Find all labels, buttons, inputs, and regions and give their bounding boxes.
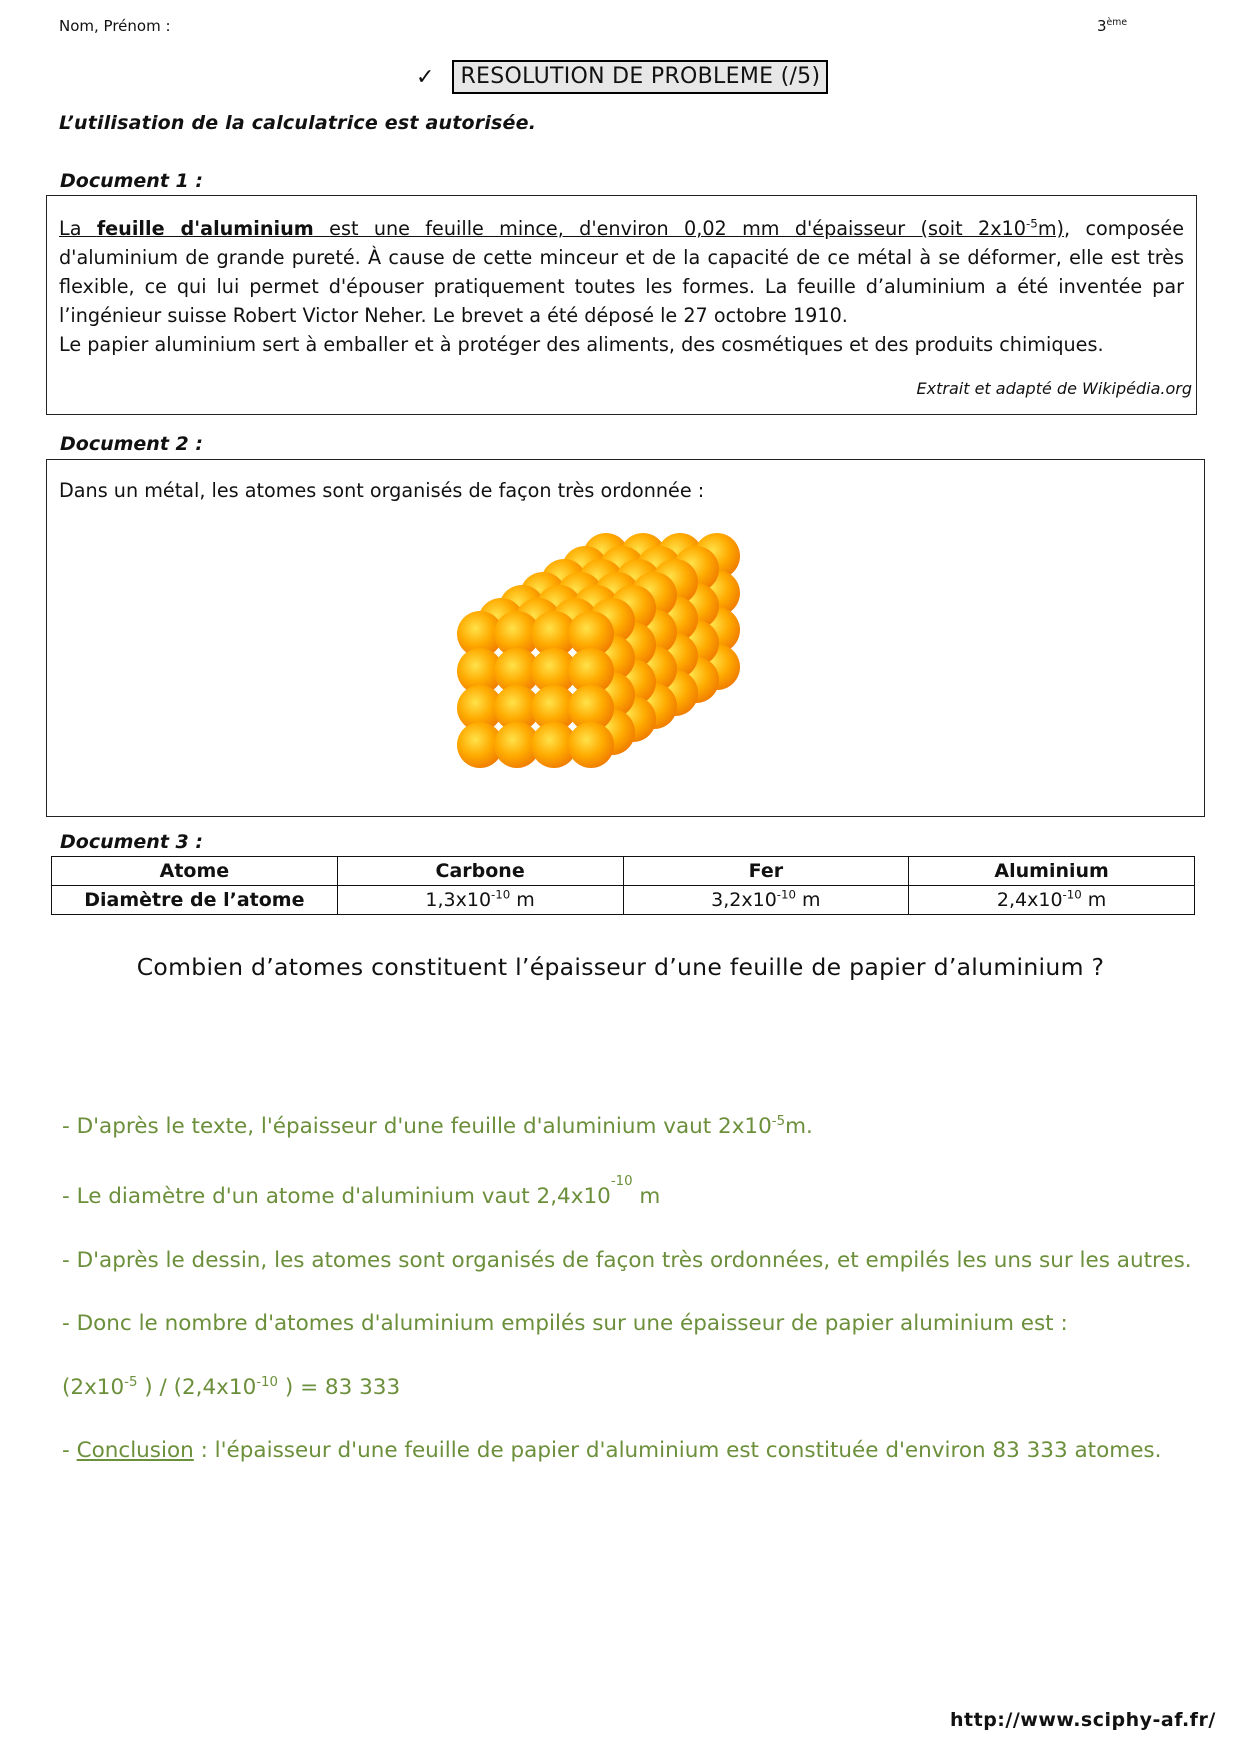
answer-line-1-a: - D'après le texte, l'épaisseur d'une feuille d'aluminium vaut 2x10 xyxy=(62,1114,772,1139)
doc1-bold-term: feuille d'aluminium xyxy=(96,217,314,240)
table-cell xyxy=(337,886,623,915)
conclusion-text: : l'épaisseur d'une feuille de papier d'aluminium est constituée d'environ 83 333 atomes. xyxy=(193,1438,1162,1463)
document1-source: Extrait et adapté de Wikipédia.org xyxy=(916,379,1192,398)
doc1-text-b: m) xyxy=(1037,217,1065,240)
document2-text: Dans un métal, les atomes sont organisés de façon très ordonnée : xyxy=(59,479,705,502)
table-row-label: Diamètre de l’atome xyxy=(52,886,338,915)
atom-diameter-table xyxy=(51,856,1195,915)
calc-exp2: -10 xyxy=(256,1374,279,1390)
answer-calculation xyxy=(62,1375,400,1400)
name-label: Nom, Prénom : xyxy=(59,17,171,35)
answer-line-2 xyxy=(62,1173,661,1209)
table-header-cell: Fer xyxy=(623,857,909,886)
page-title: RESOLUTION DE PROBLEME (/5) xyxy=(452,60,828,94)
document3-table-wrap xyxy=(51,856,1195,915)
document2-label: Document 2 : xyxy=(60,433,203,455)
document1-paragraph1 xyxy=(59,214,1184,330)
calculator-note: L’utilisation de la calculatrice est autorisée. xyxy=(59,112,537,134)
document3-label: Document 3 : xyxy=(60,831,203,853)
table-header-cell: Atome xyxy=(52,857,338,886)
answer-line-4: - Donc le nombre d'atomes d'aluminium empilés sur une épaisseur de papier aluminium est : xyxy=(62,1311,1068,1336)
table-header-row xyxy=(52,857,1195,886)
cell-unit: m xyxy=(796,889,821,911)
doc1-text-c: , composée d'aluminium de grande pureté. À cause de cette minceur et de la capacité de ce métal à se déformer, elle est très flexible, ce qui lui permet d'épouser pratiquement toutes les formes. La feuille d’aluminium a été inventée par l’ingénieur suisse Robert Victor Neher. Le brevet a été déposé le 27 octobre 1910. xyxy=(59,217,1184,327)
calc-c: ) = 83 333 xyxy=(278,1375,401,1400)
question: Combien d’atomes constituent l’épaisseur d’une feuille de papier d’aluminium ? xyxy=(136,953,1105,981)
doc1-exponent: -5 xyxy=(1025,216,1038,231)
cell-exponent: -10 xyxy=(491,887,511,902)
conclusion-dash: - xyxy=(62,1438,77,1463)
document1-box xyxy=(46,195,1197,415)
cell-unit: m xyxy=(1081,889,1107,911)
cell-unit: m xyxy=(510,889,535,911)
document1-label: Document 1 : xyxy=(60,170,203,192)
document1-paragraph2: Le papier aluminium sert à emballer et à protéger des aliments, des cosmétiques et des produits chimiques. xyxy=(59,333,1104,356)
doc1-underlined xyxy=(59,217,1064,240)
grade-suffix: ème xyxy=(1106,17,1128,28)
answer-line-2-a: - Le diamètre d'un atome d'aluminium vaut 2,4x10 xyxy=(62,1184,611,1209)
calc-a: (2x10 xyxy=(62,1375,125,1400)
checkmark-icon: ✓ xyxy=(416,64,435,90)
answer-line-1-b: m. xyxy=(785,1114,813,1139)
table-cell xyxy=(909,886,1195,915)
title-row xyxy=(416,60,828,94)
atom-spheres xyxy=(457,533,740,768)
cell-exponent: -10 xyxy=(1062,887,1082,902)
cell-mantissa: 3,2x10 xyxy=(711,889,777,911)
footer-url: http://www.sciphy-af.fr/ xyxy=(950,1709,1216,1731)
cell-exponent: -10 xyxy=(776,887,797,902)
atom-lattice-illustration xyxy=(448,510,804,802)
doc1-intro: La xyxy=(59,217,82,240)
calc-exp1: -5 xyxy=(124,1374,138,1390)
conclusion-label: Conclusion xyxy=(76,1438,194,1463)
answer-conclusion xyxy=(62,1438,1161,1463)
answer-line-2-b: m xyxy=(632,1184,661,1209)
grade-number: 3 xyxy=(1097,17,1107,35)
table-row xyxy=(52,886,1195,915)
atom-sphere xyxy=(568,722,614,768)
answer-line-1-exp: -5 xyxy=(771,1113,786,1129)
table-cell xyxy=(623,886,909,915)
answer-line-2-exp: -10 xyxy=(610,1173,633,1189)
cell-mantissa: 1,3x10 xyxy=(425,889,492,911)
cell-mantissa: 2,4x10 xyxy=(996,889,1063,911)
answer-line-1 xyxy=(62,1114,813,1139)
grade-label xyxy=(1097,17,1127,35)
table-header-cell: Aluminium xyxy=(909,857,1195,886)
answer-line-3: - D'après le dessin, les atomes sont organisés de façon très ordonnées, et empilés les uns sur les autres. xyxy=(62,1248,1192,1273)
table-header-cell: Carbone xyxy=(337,857,623,886)
doc1-text-a: est une feuille mince, d'environ 0,02 mm d'épaisseur (soit 2x10 xyxy=(329,217,1026,240)
calc-b: ) / (2,4x10 xyxy=(137,1375,257,1400)
